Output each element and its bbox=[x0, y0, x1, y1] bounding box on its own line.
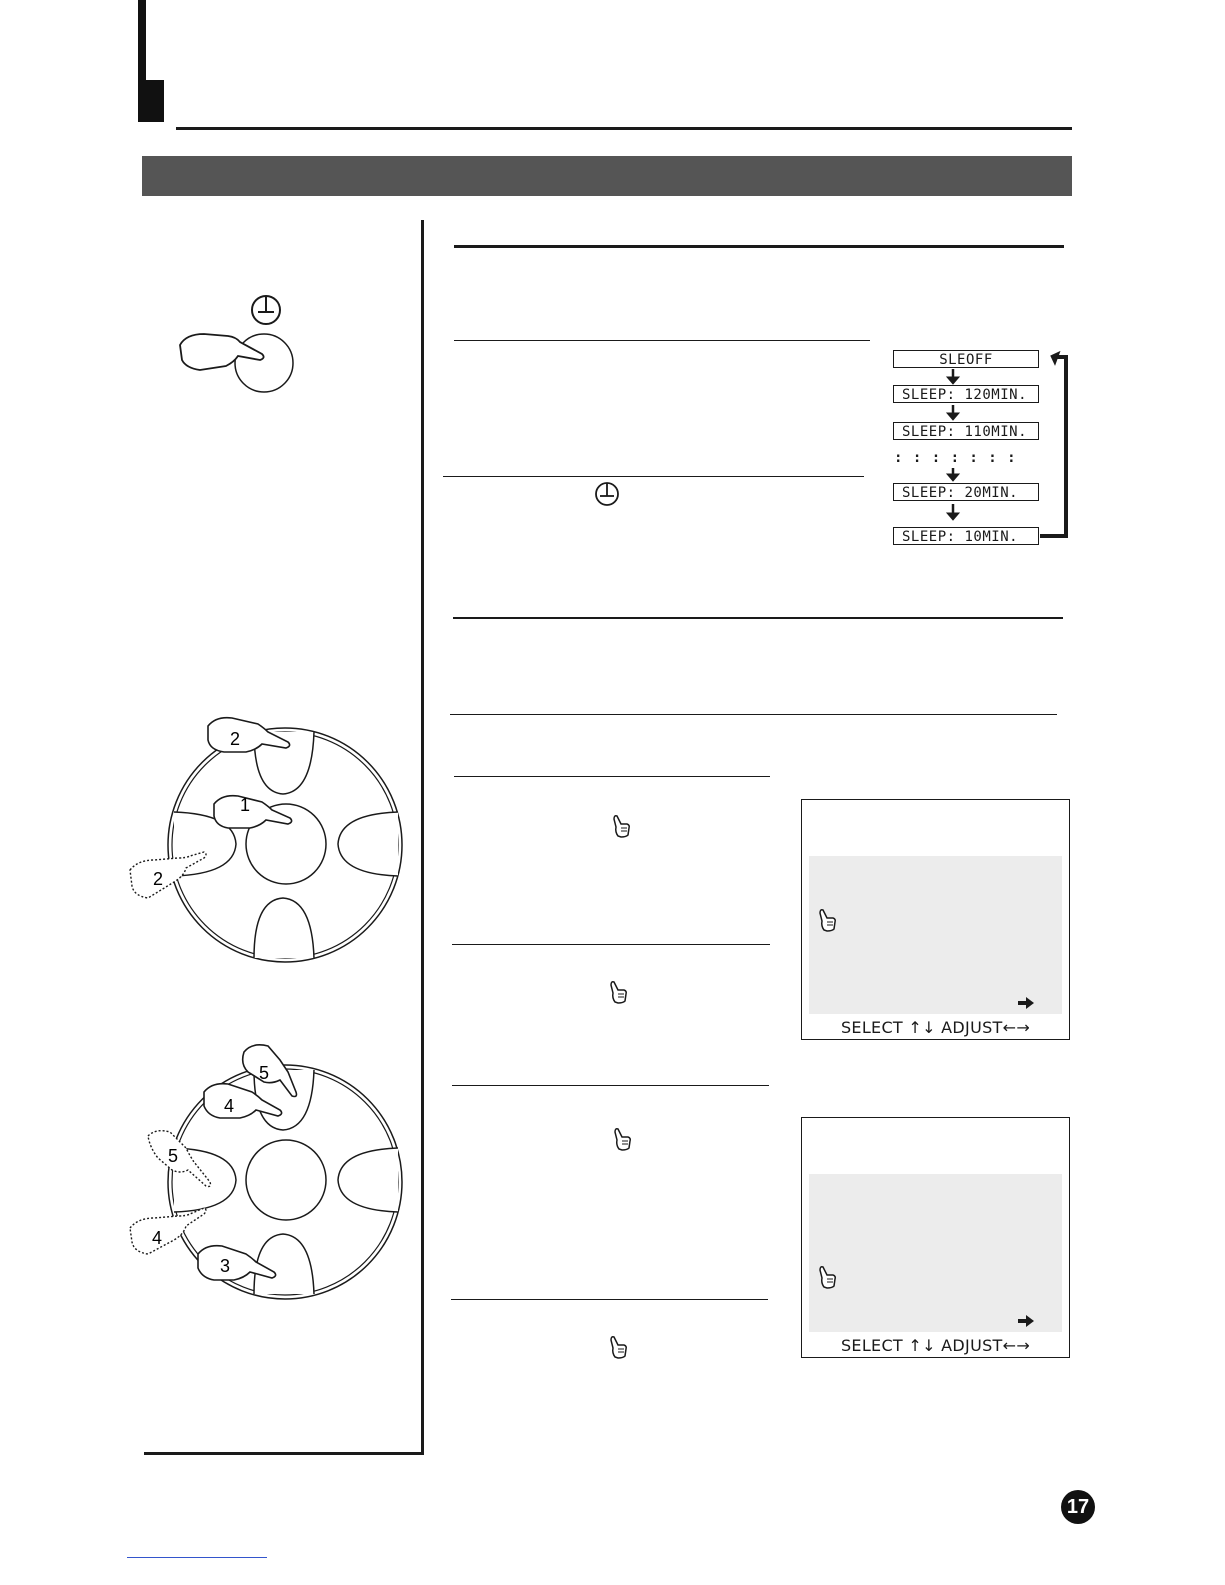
step-label: 2 bbox=[153, 869, 164, 889]
menu-body bbox=[809, 1174, 1062, 1332]
rule-menu-heading bbox=[453, 617, 1063, 619]
sleep-option-10: SLEEP: 10MIN. bbox=[893, 527, 1039, 545]
pointing-hand-icon bbox=[612, 1127, 634, 1151]
sleep-option-off: SLEOFF bbox=[893, 350, 1039, 368]
menu-screen-2 bbox=[801, 1117, 1070, 1358]
pointing-hand-icon bbox=[608, 980, 630, 1004]
pointing-hand-icon bbox=[817, 908, 839, 932]
header-rule bbox=[176, 127, 1072, 130]
menu-footer: SELECT ↑↓ ADJUST←→ bbox=[840, 1018, 1031, 1037]
menu-body bbox=[809, 856, 1062, 1014]
menu-screen-1 bbox=[801, 799, 1070, 1040]
timer-clock-icon bbox=[594, 481, 620, 507]
footer-link-underline bbox=[127, 1557, 267, 1558]
left-column-bottom-rule bbox=[144, 1452, 424, 1455]
sleep-option-110: SLEEP: 110MIN. bbox=[893, 422, 1039, 440]
sequence-arrows bbox=[880, 340, 1080, 550]
sleep-option-120: SLEEP: 120MIN. bbox=[893, 385, 1039, 403]
sleep-button-illustration bbox=[176, 290, 301, 400]
header-tab-block bbox=[138, 80, 164, 122]
rule-step-a bbox=[454, 776, 770, 777]
arrow-right-icon bbox=[1018, 997, 1034, 1009]
timer-clock-icon bbox=[252, 296, 280, 324]
column-divider bbox=[421, 220, 424, 1454]
pointing-hand-icon bbox=[817, 1265, 839, 1289]
section-title-bar bbox=[142, 156, 1072, 196]
ok-button bbox=[246, 1140, 326, 1220]
step-label: 5 bbox=[259, 1063, 270, 1083]
arrow-right-icon bbox=[1018, 1315, 1034, 1327]
step-label: 4 bbox=[152, 1228, 163, 1248]
rule-sleep-step1 bbox=[454, 340, 870, 341]
pointing-hand-icon bbox=[608, 1335, 630, 1359]
rule-step-b bbox=[452, 944, 770, 945]
remote-navigation-bottom bbox=[128, 1040, 408, 1350]
pointing-hand-icon bbox=[611, 814, 633, 838]
step-label: 2 bbox=[230, 729, 241, 749]
step-label: 1 bbox=[240, 795, 251, 815]
sleep-button bbox=[235, 334, 293, 392]
rule-sleep-heading bbox=[454, 245, 1064, 248]
sleep-option-20: SLEEP: 20MIN. bbox=[893, 483, 1039, 501]
step-label: 5 bbox=[168, 1146, 179, 1166]
step-label: 3 bbox=[220, 1256, 231, 1276]
rule-menu-sub bbox=[450, 714, 1057, 715]
menu-footer: SELECT ↑↓ ADJUST←→ bbox=[840, 1336, 1031, 1355]
rule-step-d bbox=[451, 1299, 768, 1300]
rule-step-c bbox=[452, 1085, 769, 1086]
page-number: 17 bbox=[1061, 1490, 1095, 1524]
remote-navigation-top bbox=[128, 712, 408, 972]
step-label: 4 bbox=[224, 1096, 235, 1116]
rule-sleep-step2 bbox=[443, 476, 864, 477]
sleep-ellipsis: : : : : : : : bbox=[894, 450, 1017, 466]
